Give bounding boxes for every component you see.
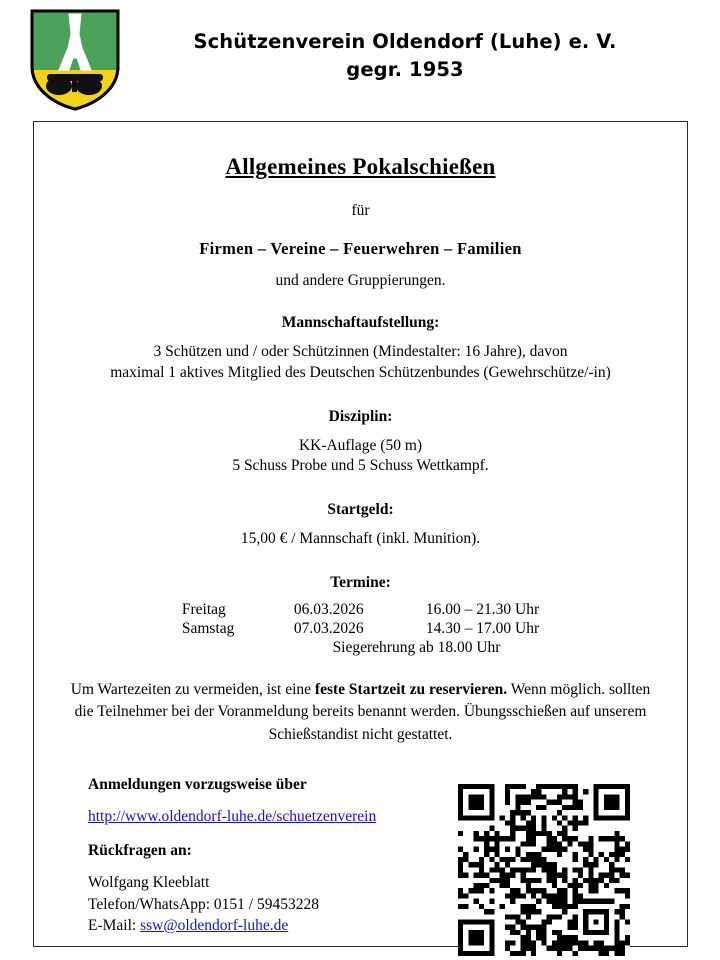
- contact-mail-link[interactable]: ssw@oldendorf-luhe.de: [140, 916, 289, 934]
- section-body-team-line1: 3 Schützen und / oder Schützinnen (Mindestalter: 16 Jahre), davon: [153, 343, 568, 360]
- qr-wrap: [450, 776, 661, 956]
- section-heading-team: Mannschaftaufstellung:: [281, 314, 440, 331]
- date-day: Samstag: [181, 619, 235, 637]
- table-row: [182, 620, 539, 639]
- contact-phone: Telefon/WhatsApp: 0151 / 59453228: [88, 895, 319, 913]
- section-heading-fee: Startgeld:: [327, 501, 394, 519]
- target-groups: Firmen – Vereine – Feuerwehren – Familien: [199, 239, 522, 258]
- section-heading-discipline: Disziplin:: [328, 407, 393, 425]
- section-body-discipline-line2: 5 Schuss Probe und 5 Schuss Wettkampf.: [232, 457, 489, 475]
- section-body-discipline: [60, 436, 661, 478]
- section-body-team: [60, 342, 661, 384]
- registration-heading: Anmeldungen vorzugsweise über: [88, 776, 307, 794]
- header-title-line1: Schützenverein Oldendorf (Luhe) e. V.: [193, 30, 617, 53]
- section-body-fee: [60, 529, 661, 550]
- date-value: 07.03.2026: [293, 619, 364, 637]
- note-part2: zu reservieren.: [405, 680, 508, 698]
- date-value: 06.03.2026: [293, 600, 364, 618]
- section-body-team-line2: maximal 1 aktives Mitglied des Deutschen Schützenbundes (Gewehrschütze/-in): [110, 363, 611, 381]
- crest-wrap: [0, 6, 150, 112]
- flyer-body: [33, 121, 688, 947]
- note-bold1: feste Startzeit: [314, 680, 406, 698]
- note-part1: Um Wartezeiten zu vermeiden, ist eine: [70, 680, 315, 698]
- date-time: 14.30 – 17.00 Uhr: [425, 619, 540, 637]
- target-groups-sub: und andere Gruppierungen.: [275, 272, 446, 289]
- award-ceremony-note: Siegerehrung ab 18.00 Uhr: [332, 638, 501, 656]
- contact-mail-row: [88, 915, 450, 936]
- fuer-label: für: [351, 202, 370, 219]
- note-part3: Wenn möglich. sollten die Teilnehmer bei der Voranmeldung bereits benannt werden. Übungsschießen auf unserem Schießstandist nicht gestattet.: [74, 680, 651, 743]
- page-header: [0, 0, 720, 112]
- questions-heading: Rückfragen an:: [88, 842, 192, 860]
- registration-text: [60, 776, 450, 936]
- date-time: 16.00 – 21.30 Uhr: [425, 600, 540, 618]
- page-title: Allgemeines Pokalschießen: [225, 154, 496, 179]
- club-crest-icon: [29, 8, 121, 112]
- contact-details: [88, 872, 450, 936]
- registration-block: [60, 776, 661, 956]
- table-row: [182, 601, 539, 620]
- section-heading-dates: Termine:: [330, 573, 391, 591]
- header-title: [150, 6, 720, 85]
- contact-name: Wolfgang Kleeblatt: [88, 874, 210, 892]
- section-body-fee-line1: 15,00 € / Mannschaft (inkl. Munition).: [240, 530, 481, 548]
- dates-table: [182, 601, 539, 639]
- date-day: Freitag: [181, 600, 226, 618]
- qr-code-icon: [458, 784, 630, 956]
- header-title-line2: gegr. 1953: [346, 58, 464, 82]
- section-body-discipline-line1: KK-Auflage (50 m): [298, 436, 423, 454]
- registration-url-link[interactable]: http://www.oldendorf-luhe.de/schuetzenverein: [88, 808, 377, 826]
- reservation-note: [60, 679, 661, 746]
- contact-mail-label: E-Mail:: [88, 916, 141, 934]
